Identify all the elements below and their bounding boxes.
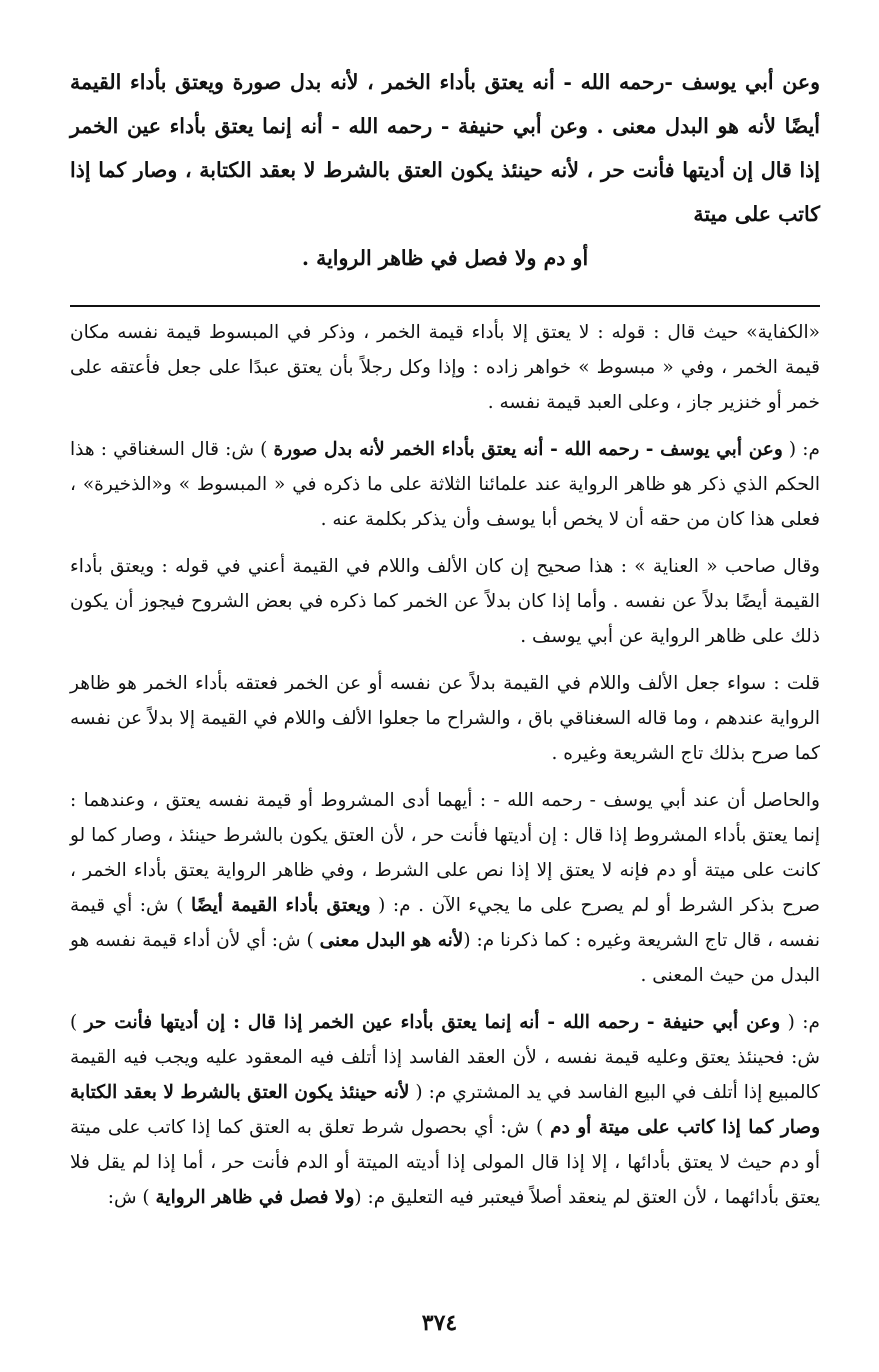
- matn-marker: م: (: [782, 439, 820, 460]
- matn-quote: وعن أبي يوسف - رحمه الله - أنه يعتق بأداء الخمر لأنه بدل صورة: [273, 439, 783, 460]
- page-number: ٣٧٤: [421, 1310, 458, 1336]
- matn-quote: لأنه هو البدل معنى: [319, 930, 464, 951]
- commentary-paragraph-3: وقال صاحب « العناية » : هذا صحيح إن كان الألف واللام في القيمة أعني في قوله : ويعتق بأداء القيمة أيضًا بدلاً عن نفسه . وأما إذا كان بدلاً عن الخمر كما ذكره في بعض الشروح فيجوز أن يكون ذلك على ظاهر الرواية عن أبي يوسف .: [70, 556, 820, 647]
- matn-quote: وعن أبي حنيفة - رحمه الله - أنه إنما يعتق بأداء عين الخمر إذا قال : إن أديتها فأنت حر: [84, 1012, 781, 1033]
- commentary-text: ) ش: أي قيمة نفسه ، قال تاج الشريعة وغيره : كما ذكرنا م: (: [70, 895, 820, 951]
- matn-text-end: أو دم ولا فصل في ظاهر الرواية .: [301, 246, 589, 270]
- page-body: [70, 60, 820, 1227]
- commentary: [70, 315, 820, 1215]
- matn-quote: ولا فصل في ظاهر الرواية: [155, 1187, 355, 1208]
- commentary-paragraph-2: [70, 432, 820, 537]
- commentary-text: ) ش: أي لأن أداء قيمة نفسه هو البدل من حيث المعنى .: [70, 930, 820, 986]
- commentary-text: ) ش:: [107, 1187, 156, 1208]
- commentary-text: ) ش: قال السغناقي : هذا الحكم الذي ذكر هو ظاهر الرواية عند علمائنا الثلاثة على ما ذكره في « المبسوط » و«الذخيرة» ، فعلى هذا كان من حقه أن لا يخص أبا يوسف وأن يذكر بكلمة عنه .: [70, 439, 820, 530]
- commentary-text: ) ش: فحينئذ يعتق وعليه قيمة نفسه ، لأن العقد الفاسد إذا أتلف فيه المعقود عليه ويجب فيه القيمة كالمبيع إذا أتلف في البيع الفاسد في يد المشتري م: (: [70, 1012, 820, 1103]
- matn-quote: ويعتق بأداء القيمة أيضًا: [190, 895, 371, 916]
- commentary-text: ) ش: أي بحصول شرط تعلق به العتق كما إذا كاتب على ميتة أو دم حيث لا يعتق بأدائها ، إلا إذا قال المولى إذا أديته الميتة أو الدم فأنت حر ، أما إذا لم يقل فلا يعتق بأدائهما ، لأن العتق لم ينعقد أصلاً فيعتبر فيه التعليق م: (: [70, 1117, 820, 1208]
- separator-line: [70, 305, 820, 307]
- commentary-paragraph-5: [70, 783, 820, 993]
- matn-text: وعن أبي يوسف -رحمه الله - أنه يعتق بأداء الخمر ، لأنه بدل صورة ويعتق بأداء القيمة أيضًا لأنه هو البدل معنى . وعن أبي حنيفة - رحمه الله - أنه إنما يعتق بأداء عين الخمر إذا قال إن أديتها فأنت حر ، لأنه حينئذ يكون العتق بالشرط لا بعقد الكتابة ، وصار كما إذا كاتب على ميتة: [70, 70, 820, 226]
- matn-quote: لأنه حينئذ يكون العتق بالشرط لا بعقد الكتابة وصار كما إذا كاتب على ميتة أو دم: [70, 1082, 821, 1138]
- commentary-paragraph-4: قلت : سواء جعل الألف واللام في القيمة بدلاً عن نفسه أو عن الخمر فعتقه بأداء الخمر هو ظاهر الرواية عندهم ، وما قاله السغناقي باق ، والشراح ما جعلوا الألف واللام في القيمة إلا بدلاً عن نفسه كما صرح بذلك تاج الشريعة وغيره .: [70, 673, 820, 764]
- matn-marker: م: (: [780, 1012, 820, 1033]
- commentary-text: والحاصل أن عند أبي يوسف - رحمه الله - : أيهما أدى المشروط أو قيمة نفسه يعتق ، وعندهما : إنما يعتق بأداء المشروط إذا قال : إن أديتها فأنت حر ، لأن العتق يكون بالشرط حينئذ ، وصار كما لو كانت على ميتة أو دم فإنه لا يعتق إلا إذا نص على الشرط ، وفي ظاهر الرواية يعتق بأداء الخمر ، صرح بذكر الشرط أو لم يصرح على ما يجيء الآن . م: (: [70, 790, 820, 916]
- commentary-paragraph-6: [70, 1005, 820, 1215]
- commentary-paragraph-1: «الكفاية» حيث قال : قوله : لا يعتق إلا بأداء قيمة الخمر ، وذكر في المبسوط قيمة نفسه مكان قيمة الخمر ، وفي « مبسوط » خواهر زاده : وإذا وكل رجلاً بأن يعتق عبدًا على جعل فأعتقه على خمر أو خنزير جاز ، وعلى العبد قيمة نفسه .: [70, 322, 820, 413]
